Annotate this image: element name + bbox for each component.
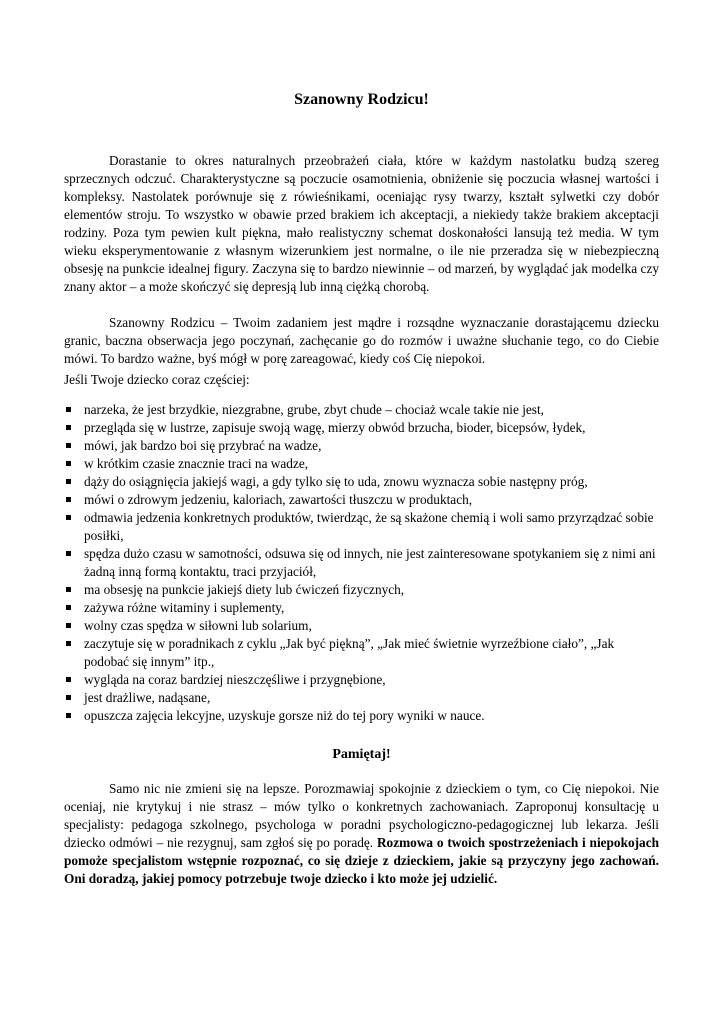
square-bullet-icon [66, 623, 71, 628]
list-item: narzeka, że jest brzydkie, niezgrabne, grube, zbyt chude – chociaż wcale takie nie jest, [64, 401, 659, 419]
square-bullet-icon [66, 443, 71, 448]
list-item: spędza dużo czasu w samotności, odsuwa się od innych, nie jest zainteresowane spotykaniem się z nimi ani żadną inną formą kontaktu, traci przyjaciół, [64, 545, 659, 581]
list-item: ma obsesję na punkcie jakiejś diety lub ćwiczeń fizycznych, [64, 581, 659, 599]
square-bullet-icon [66, 641, 71, 646]
list-item: wolny czas spędza w siłowni lub solarium, [64, 617, 659, 635]
list-item: wygląda na coraz bardziej nieszczęśliwe i przygnębione, [64, 671, 659, 689]
square-bullet-icon [66, 479, 71, 484]
page-title: Szanowny Rodzicu! [294, 91, 429, 108]
list-item: jest drażliwe, nadąsane, [64, 689, 659, 707]
advice-text: Samo nic nie zmieni się na lepsze. Porozmawiaj spokojnie z dzieckiem o tym, co Cię niepokoi. Nie oceniaj, nie krytykuj i nie strasz – mów tylko o konkretnych zachowaniach. Zaproponuj konsultację u specjalisty: pedagoga szkolnego, psychologa w poradni psychologiczno-pedagogicznej lub lekarza. Jeśli dziecko odmówi – nie rezygnuj, sam zgłoś się po poradę. [64, 781, 659, 850]
square-bullet-icon [66, 551, 71, 556]
list-item: mówi o zdrowym jedzeniu, kaloriach, zawartości tłuszczu w produktach, [64, 491, 659, 509]
list-item: zażywa różne witaminy i suplementy, [64, 599, 659, 617]
square-bullet-icon [66, 587, 71, 592]
square-bullet-icon [66, 695, 71, 700]
list-lead: Jeśli Twoje dziecko coraz częściej: [64, 372, 250, 387]
remember-heading: Pamiętaj! [332, 747, 391, 762]
square-bullet-icon [66, 407, 71, 412]
square-bullet-icon [66, 713, 71, 718]
list-item: w krótkim czasie znacznie traci na wadze, [64, 455, 659, 473]
square-bullet-icon [66, 677, 71, 682]
advice-bold-text: Rozmowa o twoich spostrzeżeniach i niepokojach pomoże specjalistom wstępnie rozpoznać, co się dzieje z dzieckiem, jakie są przyczyny jego zachowań. Oni doradzą, jakiej pomocy potrzebuje twoje dziecko i kto może jej udzielić. [64, 835, 659, 886]
advice-paragraph [64, 780, 659, 888]
square-bullet-icon [66, 605, 71, 610]
list-item: mówi, jak bardzo boi się przybrać na wadze, [64, 437, 659, 455]
square-bullet-icon [66, 497, 71, 502]
list-item: zaczytuje się w poradnikach z cyklu „Jak być piękną”, „Jak mieć świetnie wyrzeźbione ciało”, „Jak podobać się innym” itp., [64, 635, 659, 671]
list-item: odmawia jedzenia konkretnych produktów, twierdząc, że są skażone chemią i woli samo przyrządzać sobie posiłki, [64, 509, 659, 545]
list-item: opuszcza zajęcia lekcyjne, uzyskuje gorsze niż do tej pory wyniki w nauce. [64, 707, 659, 725]
parent-task-paragraph: Szanowny Rodzicu – Twoim zadaniem jest mądre i rozsądne wyznaczanie dorastającemu dziecku granic, baczna obserwacja jego poczynań, zachęcanie go do rozmów i uważne słuchanie tego, co do Ciebie mówi. To bardzo ważne, byś mógł w porę zareagować, kiedy coś Cię niepokoi. [64, 315, 659, 366]
warning-signs-list [64, 401, 659, 725]
list-item: dąży do osiągnięcia jakiejś wagi, a gdy tylko się to uda, znowu wyznacza sobie następny próg, [64, 473, 659, 491]
list-item: przegląda się w lustrze, zapisuje swoją wagę, mierzy obwód brzucha, bioder, bicepsów, łydek, [64, 419, 659, 437]
square-bullet-icon [66, 515, 71, 520]
intro-paragraph: Dorastanie to okres naturalnych przeobrażeń ciała, które w każdym nastolatku budzą szereg sprzecznych odczuć. Charakterystyczne są poczucie osamotnienia, obniżenie się poczucia własnej wartości i kompleksy. Nastolatek porównuje się z rówieśnikami, oceniając rysy twarzy, kształt sylwetki czy dobór elementów stroju. To wszystko w obawie przed brakiem ich akceptacji, a niekiedy także brakiem akceptacji rodziny. Poza tym pewien kult piękna, mało realistyczny schemat doskonałości lansują też media. W tym wieku eksperymentowanie z własnym wizerunkiem jest normalne, o ile nie przeradza się w niebezpieczną obsesję na punkcie idealnej figury. Zaczyna się to bardzo niewinnie – od marzeń, by wyglądać jak modelka czy znany aktor – a może skończyć się depresją lub inną ciężką chorobą. [64, 153, 659, 294]
square-bullet-icon [66, 461, 71, 466]
square-bullet-icon [66, 425, 71, 430]
